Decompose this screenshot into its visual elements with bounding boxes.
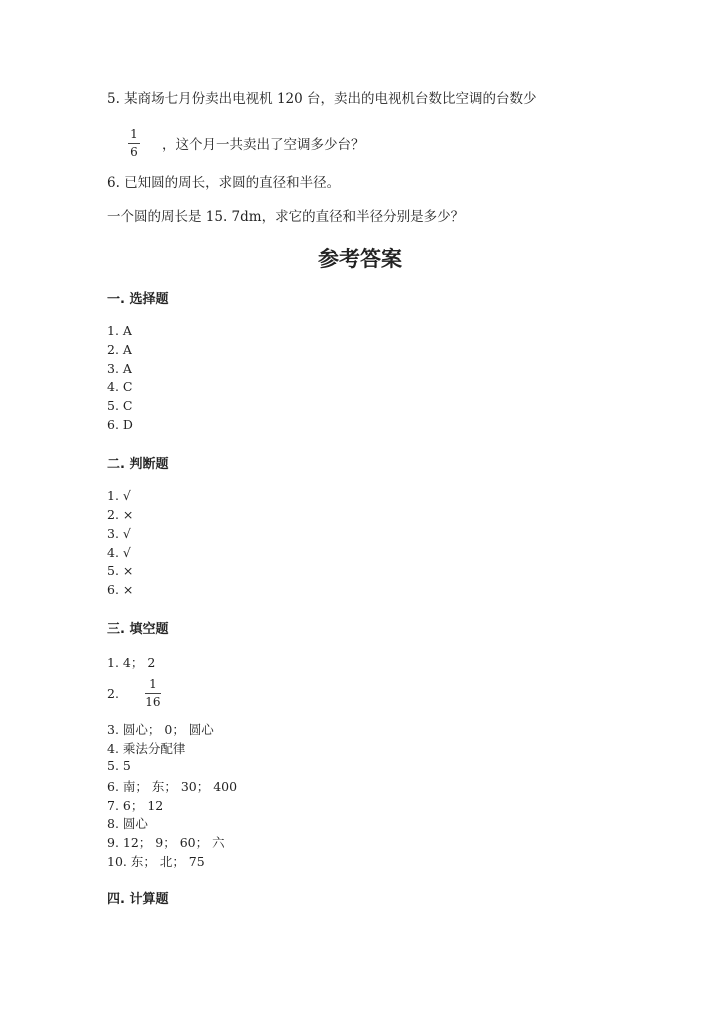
answer-title: 参考答案 xyxy=(318,247,402,271)
answer-item: 2. A xyxy=(107,342,132,357)
fraction-numerator: 1 xyxy=(130,127,138,141)
answer-item: 1. A xyxy=(107,323,132,338)
answer-item: 9. 12； 9； 60； 六 xyxy=(107,835,225,850)
answer-item: 4. C xyxy=(107,379,133,394)
fraction-one-sixth xyxy=(128,128,140,158)
section-heading-judge: 二. 判断题 xyxy=(107,457,169,472)
answer-item: 5. × xyxy=(107,563,134,578)
answer-item: 1. √ xyxy=(107,488,131,503)
answer-item: 1. 4； 2 xyxy=(107,655,156,670)
answer-item: 3. √ xyxy=(107,526,131,541)
question-6-line-1: 6. 已知圆的周长，求圆的直径和半径。 xyxy=(107,175,341,191)
question-5-line-1: 5. 某商场七月份卖出电视机 120 台，卖出的电视机台数比空调的台数少 xyxy=(107,91,537,107)
answer-item: 6. 南； 东； 30； 400 xyxy=(107,779,238,794)
section-heading-choice: 一. 选择题 xyxy=(107,292,169,307)
answer-item: 3. A xyxy=(107,361,132,376)
answer-item: 4. 乘法分配律 xyxy=(107,741,186,756)
answer-item: 3. 圆心； 0； 圆心 xyxy=(107,722,214,737)
answer-item: 6. × xyxy=(107,582,134,597)
answer-item: 5. 5 xyxy=(107,758,131,773)
answer-item: 2. × xyxy=(107,507,134,522)
question-5-line-2 xyxy=(128,128,365,158)
fraction-denominator: 16 xyxy=(145,694,161,709)
fraction-bar xyxy=(128,143,140,144)
answer-item: 7. 6； 12 xyxy=(107,798,164,813)
answer-item: 8. 圆心 xyxy=(107,816,148,831)
question-6-line-2: 一个圆的周长是 15. 7dm，求它的直径和半径分别是多少？ xyxy=(107,209,465,225)
section-heading-calc: 四. 计算题 xyxy=(107,892,169,907)
fraction-denominator: 6 xyxy=(130,144,138,159)
answer-item-fraction xyxy=(107,678,161,708)
answer-item: 6. D xyxy=(107,417,133,432)
section-heading-fill: 三. 填空题 xyxy=(107,622,169,637)
question-5-text-end: ，这个月一共卖出了空调多少台？ xyxy=(162,137,365,154)
answer-item-label: 2. xyxy=(107,685,119,701)
answer-item: 5. C xyxy=(107,398,133,413)
fraction-one-sixteenth xyxy=(145,678,161,708)
fraction-numerator: 1 xyxy=(149,677,157,691)
fraction-bar xyxy=(145,693,161,694)
answer-item: 10. 东； 北； 75 xyxy=(107,854,205,869)
answer-item: 4. √ xyxy=(107,545,131,560)
